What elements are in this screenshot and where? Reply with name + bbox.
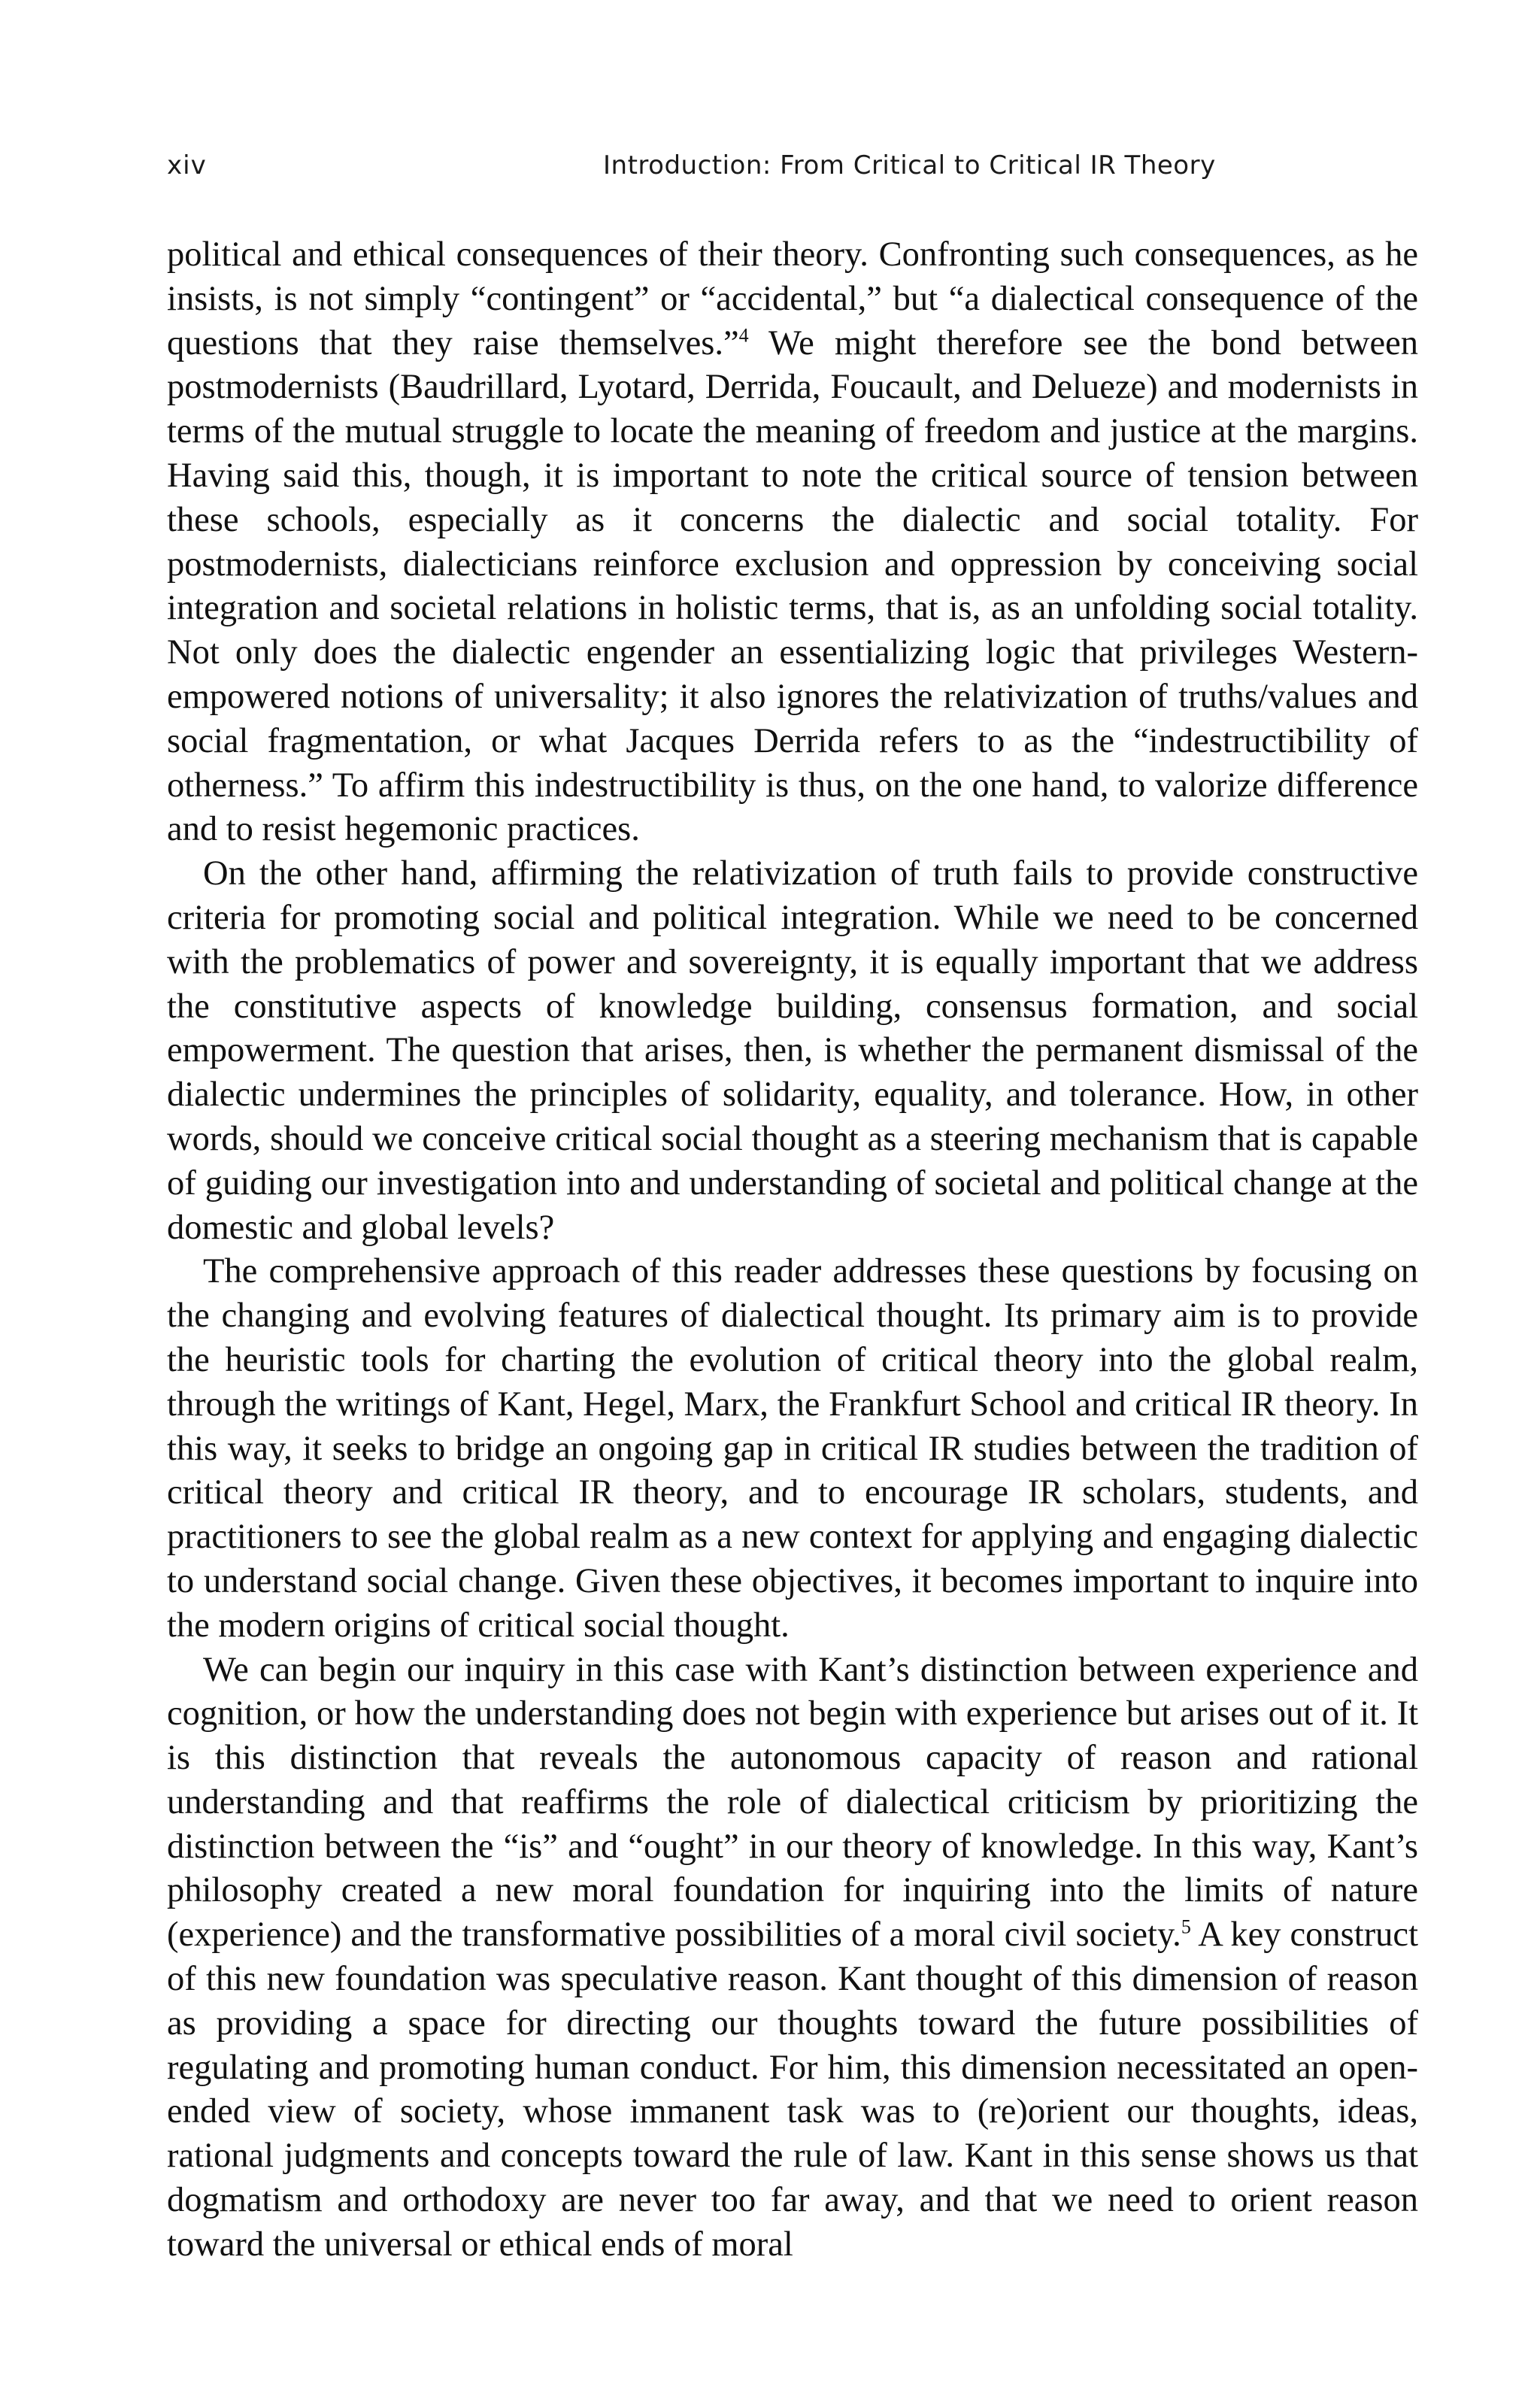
paragraph-4-text-a: We can begin our inquiry in this case with Kant’s distinction between experience and cognition, or how the understanding does not begin with experience but arises out of it. It is this distinction that reveals the autonomous capacity of reason and rational understanding and that reaffirms the role of dialectical criticism by prioritizing the distinction between the “is” and “ought” in our theory of knowledge. In this way, Kant’s philosophy created a new moral foundation for inquiring into the limits of nature (experience) and the transformative possibilities of a moral civil society. bbox=[167, 1650, 1418, 1955]
page-number: xiv bbox=[167, 150, 207, 180]
paragraph-3: The comprehensive approach of this reader addresses these questions by focusing on the changing and evolving features of dialectical thought. Its primary aim is to provide the heuristic tools for charting the evolution of critical theory into the global realm, through the writings of Kant, Hegel, Marx, the Frankfurt School and critical IR theory. In this way, it seeks to bridge an ongoing gap in critical IR studies between the tradition of critical theory and critical IR theory, and to encourage IR scholars, students, and practitioners to see the global realm as a new context for applying and engaging dialectic to understand social change. Given these objectives, it becomes important to inquire into the modern origins of critical social thought. bbox=[167, 1252, 1418, 1645]
footnote-ref-5: 5 bbox=[1181, 1915, 1191, 1938]
paragraph-4-text-b: A key construct of this new foundation was speculative reason. Kant thought of this dimension of reason as providing a space for directing our thoughts toward the future possibilities of regulating and promoting human conduct. For him, this dimension necessitated an open-ended view of society, whose immanent task was to (re)orient our thoughts, ideas, rational judgments and concepts toward the rule of law. Kant in this sense shows us that dogmatism and orthodoxy are never too far away, and that we need to orient reason toward the universal or ethical ends of moral bbox=[167, 1915, 1418, 2264]
running-head bbox=[167, 150, 1405, 188]
paragraph-2: On the other hand, affirming the relativization of truth fails to provide constructive criteria for promoting social and political integration. While we need to be concerned with the problematics of power and sovereignty, it is equally important that we address the constitutive aspects of knowledge building, consensus formation, and social empowerment. The question that arises, then, is whether the permanent dismissal of the dialectic undermines the principles of solidarity, equality, and tolerance. How, in other words, should we conceive critical social thought as a steering mechanism that is capable of guiding our investigation into and understanding of societal and political change at the domestic and global levels? bbox=[167, 854, 1418, 1247]
paragraph-1 bbox=[167, 233, 1418, 852]
paragraph-1-text-a: political and ethical consequences of their theory. Confronting such consequences, as he insists, is not simply “contingent” or “accidental,” but “a dialectical consequence of the questions that they raise themselves.” bbox=[167, 235, 1418, 362]
paragraph-4 bbox=[167, 1648, 1418, 2267]
running-title: Introduction: From Critical to Critical IR Theory bbox=[603, 150, 1216, 180]
paragraph-1-text-b: We might therefore see the bond between postmodernists (Baudrillard, Lyotard, Derrida, Foucault, and Delueze) and modernists in terms of the mutual struggle to locate the meaning of freedom and justice at the margins. Having said this, though, it is important to note the critical source of tension between these schools, especially as it concerns the dialectic and social totality. For postmodernists, dialecticians reinforce exclusion and oppression by conceiving social integration and societal relations in holistic terms, that is, as an unfolding social totality. Not only does the dialectic engender an essentializing logic that privileges Western-empowered notions of universality; it also ignores the relativization of truths/values and social fragmentation, or what Jacques Derrida refers to as the “indestructibility of otherness.” To affirm this indestructibility is thus, on the one hand, to valorize difference and to resist hegemonic practices. bbox=[167, 323, 1418, 849]
footnote-ref-4: 4 bbox=[738, 324, 749, 347]
body-text bbox=[167, 233, 1418, 2267]
